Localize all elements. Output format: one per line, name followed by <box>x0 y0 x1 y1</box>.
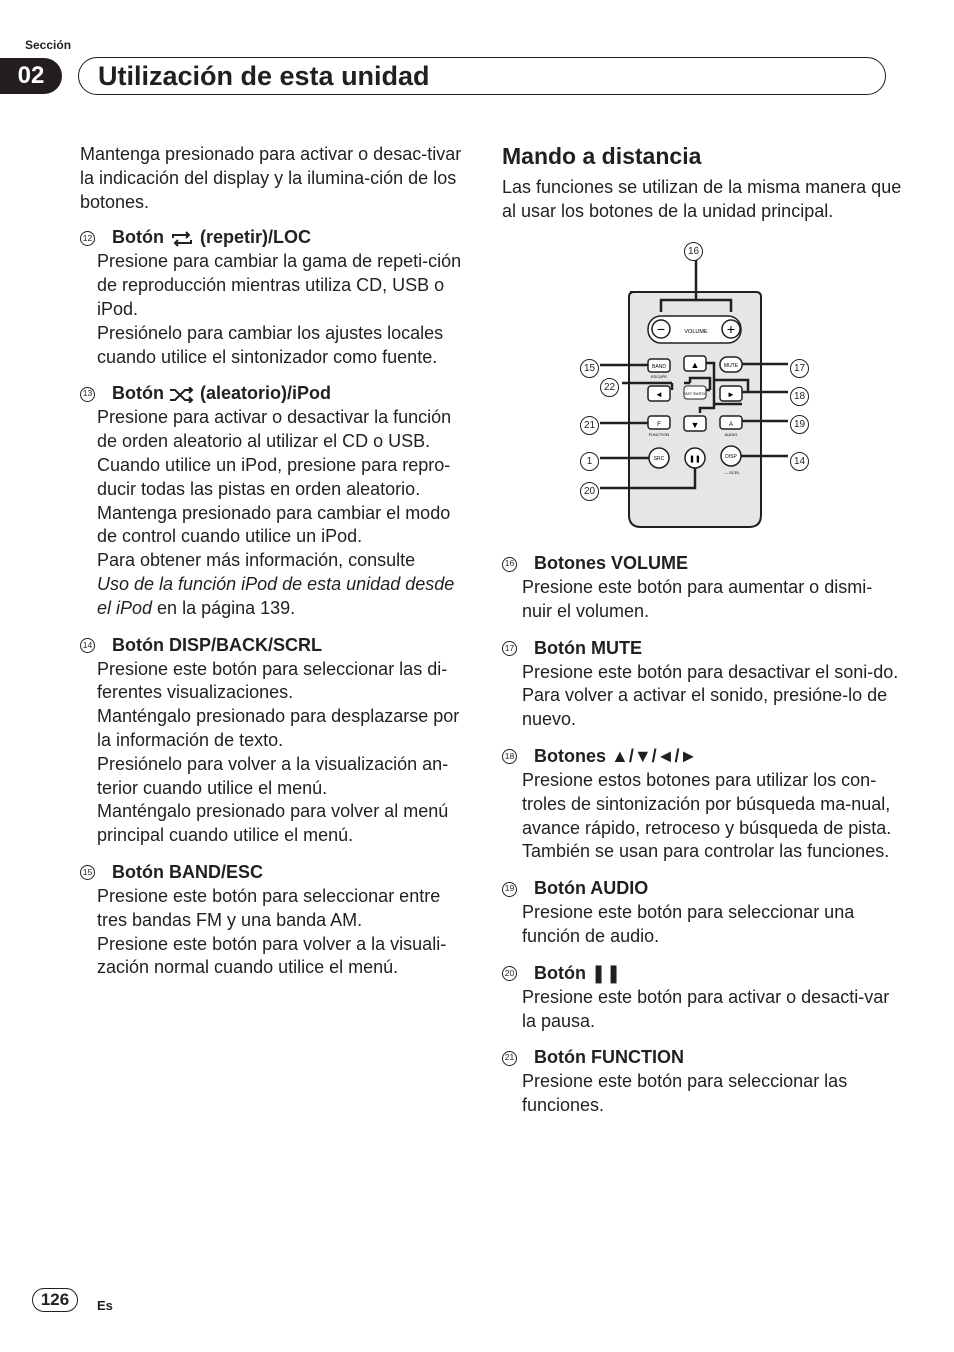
function-label: FUNCTION <box>648 432 670 437</box>
remote-heading: Mando a distancia <box>502 143 702 169</box>
reference-title: Uso de la función iPod de esta unidad desde el iPod <box>97 573 455 618</box>
item-heading-text: Botón MUTE <box>534 637 642 658</box>
item-number: 18 <box>502 749 517 764</box>
item-heading-text: Botón AUDIO <box>534 878 649 899</box>
item-17 <box>502 637 902 732</box>
right-column <box>502 552 902 1131</box>
intro-paragraph: Mantenga presionado para activar o desac-tivar la indicación del display y la ilumina-ción de los botones. <box>80 144 462 212</box>
item-heading <box>80 226 470 250</box>
pause-icon: ❚❚ <box>689 456 701 463</box>
callout-22: 22 <box>600 374 619 397</box>
left-column <box>80 143 470 993</box>
item-heading-text: Botones VOLUME <box>534 553 689 574</box>
item-paragraph: Manténgalo presionado para volver al menú principal cuando utilice el menú. <box>97 801 449 846</box>
item-16 <box>502 552 902 624</box>
src-label: SRC <box>653 456 665 462</box>
function-key-label: F <box>657 422 661 428</box>
item-paragraph: Mantenga presionado para cambiar el modo de control cuando utilice un iPod. <box>97 502 451 547</box>
item-body <box>522 576 902 624</box>
item-heading <box>502 1046 902 1070</box>
item-heading <box>80 861 470 885</box>
item-body <box>522 769 902 864</box>
item-paragraph: Presione este botón para seleccionar entre tres bandas FM y una banda AM. <box>97 885 441 930</box>
item-number: 17 <box>502 641 517 656</box>
reference-page: en la página 139. <box>152 597 296 618</box>
item-heading <box>80 382 470 406</box>
item-12 <box>80 226 470 369</box>
up-arrow-icon: ▲ <box>690 360 700 370</box>
item-body <box>522 661 902 732</box>
right-arrow-icon: ► <box>727 390 735 399</box>
item-13 <box>80 382 470 620</box>
section-number-badge: 02 <box>0 58 62 94</box>
item-heading-text: Botón ❚❚ <box>534 962 622 983</box>
item-paragraph: Presione este botón para aumentar o dismi-nuir el volumen. <box>522 577 873 621</box>
item-heading-text: Botón DISP/BACK/SCRL <box>112 634 322 655</box>
audio-label: AUDIO <box>724 432 738 437</box>
item-paragraph: Presione este botón para desactivar el soni-do. Para volver a activar el sonido, presióne-lo de nuevo. <box>522 661 899 730</box>
item-body <box>97 406 470 620</box>
item-20 <box>502 962 902 1034</box>
item-heading <box>502 745 902 769</box>
callout-18: 18 <box>790 383 809 406</box>
item-paragraph: Presione este botón para seleccionar una función de audio. <box>522 902 855 946</box>
item-number: 16 <box>502 557 517 572</box>
item-body <box>522 1070 902 1118</box>
item-number: 15 <box>80 865 95 880</box>
callout-1: 1 <box>580 448 599 471</box>
item-paragraph: Presione este botón para volver a la visuali-zación normal cuando utilice el menú. <box>97 933 447 978</box>
callout-21: 21 <box>580 412 599 435</box>
item-21 <box>502 1046 902 1118</box>
callout-16: 16 <box>684 238 703 261</box>
item-18 <box>502 745 902 864</box>
item-body <box>522 901 902 949</box>
left-arrow-icon: ◄ <box>655 390 663 399</box>
callout-17: 17 <box>790 355 809 378</box>
item-heading-suffix: (aleatorio)/iPod <box>200 383 332 404</box>
item-body <box>97 658 470 848</box>
item-paragraph: Presione para activar o desactivar la función de orden aleatorio al utilizar el CD o USB. <box>97 407 452 452</box>
audio-key-label: A <box>728 422 734 428</box>
item-heading-text: Botones ▲/▼/◄/► <box>534 746 698 767</box>
callout-19: 19 <box>790 411 809 434</box>
item-heading <box>502 637 902 661</box>
item-body <box>97 250 470 369</box>
item-heading-prefix: Botón <box>112 227 164 248</box>
item-heading <box>502 552 902 576</box>
band-label: BAND <box>652 364 666 370</box>
callout-14: 14 <box>790 448 809 471</box>
item-paragraph: Presione este botón para activar o desacti-var la pausa. <box>522 986 890 1031</box>
item-heading-suffix: (repetir)/LOC <box>200 227 312 248</box>
section-label: Sección <box>25 38 72 52</box>
item-number: 14 <box>80 638 95 653</box>
callout-15: 15 <box>580 355 599 378</box>
language-code: Es <box>97 1298 113 1313</box>
disp-label: DISP <box>725 454 737 460</box>
volume-plus-label: + <box>726 321 736 337</box>
item-paragraph: Presione para cambiar la gama de repeti-ción de reproducción mientras utiliza CD, USB o iPod. <box>97 251 462 319</box>
item-heading-prefix: Botón <box>112 383 164 404</box>
item-paragraph: Presione este botón para seleccionar las funciones. <box>522 1071 848 1116</box>
shuffle-icon <box>169 386 195 402</box>
down-arrow-icon: ▼ <box>690 420 700 430</box>
callout-20: 20 <box>580 478 599 501</box>
item-19 <box>502 877 902 949</box>
item-paragraph: Para obtener más información, consulte <box>97 550 416 571</box>
item-heading-text: Botón BAND/ESC <box>112 862 263 883</box>
remote-control-illustration <box>560 230 820 540</box>
fast-switch-label: FAST SWITCH <box>683 392 707 396</box>
item-14 <box>80 634 470 848</box>
item-heading <box>502 877 902 901</box>
volume-label: VOLUME <box>684 329 708 335</box>
item-number: 19 <box>502 882 517 897</box>
item-paragraph: Cuando utilice un iPod, presione para repro-ducir todas las pistas en orden aleatorio. <box>97 454 451 499</box>
escape-label: ESCAPE <box>650 374 668 379</box>
repeat-icon <box>169 230 195 246</box>
item-heading <box>502 962 902 986</box>
item-number: 20 <box>502 966 517 981</box>
item-15 <box>80 861 470 980</box>
item-heading <box>80 634 470 658</box>
item-number: 12 <box>80 231 95 246</box>
item-paragraph: Presiónelo para cambiar los ajustes locales cuando utilice el sintonizador como fuente. <box>97 322 444 367</box>
item-paragraph: Presiónelo para volver a la visualización an-terior cuando utilice el menú. <box>97 753 449 798</box>
scrl-label: — SCRL <box>724 470 740 475</box>
cross-reference <box>97 573 470 621</box>
item-body <box>97 885 470 980</box>
item-heading-text: Botón FUNCTION <box>534 1047 684 1068</box>
item-paragraph: Presione estos botones para utilizar los con-troles de sintonización por búsqueda ma-nual, avance rápido, retroceso y búsqueda de pista. También se usan para controlar las funciones. <box>522 769 892 862</box>
item-paragraph: Manténgalo presionado para desplazarse por la información de texto. <box>97 706 460 750</box>
remote-intro: Las funciones se utilizan de la misma manera que al usar los botones de la unidad principal. <box>502 177 902 221</box>
item-number: 13 <box>80 387 95 402</box>
volume-minus-label: − <box>656 321 666 337</box>
item-body <box>522 986 902 1034</box>
item-paragraph: Presione este botón para seleccionar las di-ferentes visualizaciones. <box>97 658 448 703</box>
page-title: Utilización de esta unidad <box>98 61 430 91</box>
item-number: 21 <box>502 1051 517 1066</box>
mute-label: MUTE <box>723 363 739 369</box>
page-number: 126 <box>32 1288 78 1312</box>
